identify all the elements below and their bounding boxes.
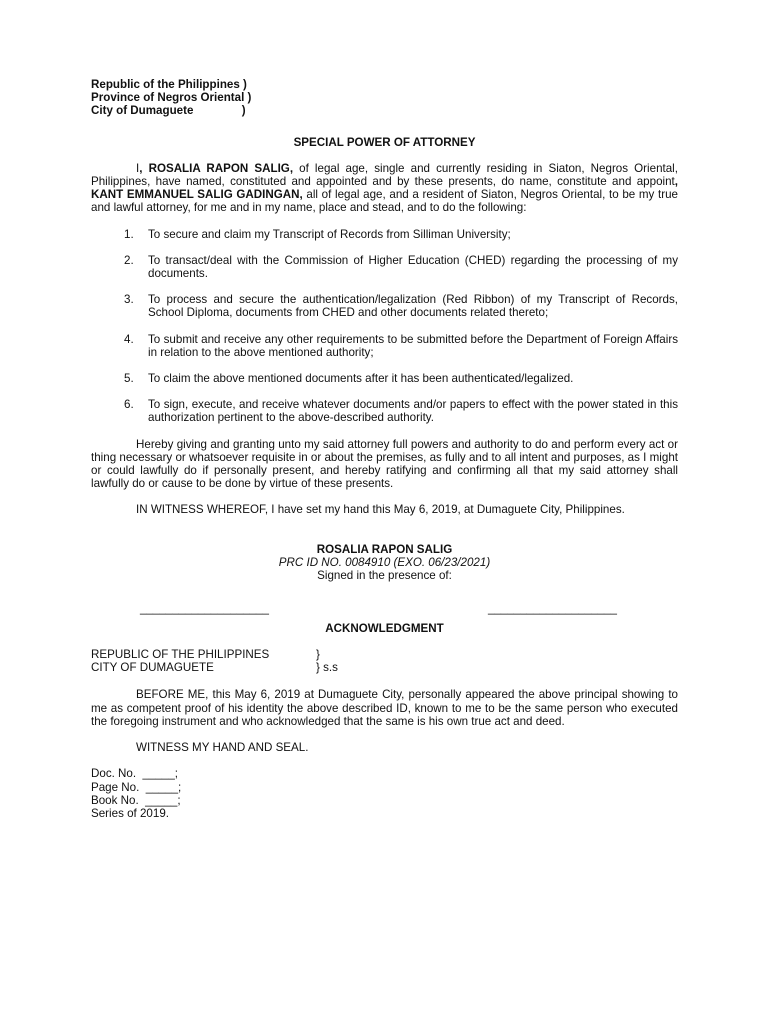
signatory-name: ROSALIA RAPON SALIG bbox=[316, 542, 453, 556]
power-item bbox=[91, 372, 678, 385]
witness-signature-lines bbox=[91, 602, 678, 622]
witness-line-right: ____________________ bbox=[488, 602, 617, 616]
power-item bbox=[91, 398, 678, 424]
venue-province: Province of Negros Oriental ) bbox=[91, 91, 252, 105]
power-number: 1. bbox=[124, 227, 134, 241]
before-me-paragraph: BEFORE ME, this May 6, 2019 at Dumaguete City, personally appeared the above principal showing to me as competent proof of his identity the above described ID, known to me to be the same person who executed the foregoing instrument and who acknowledged that the same is his own true act and deed. bbox=[91, 688, 678, 728]
intro-post: all of legal age, and a resident of Siaton, Negros Oriental, to be my true and lawful attorney, for me and in my name, place and stead, and to do the following: bbox=[91, 188, 678, 215]
intro-paragraph bbox=[91, 162, 678, 215]
document-page bbox=[91, 78, 678, 820]
intro-pre: I bbox=[136, 161, 140, 175]
signatory-prc-id: PRC ID NO. 0084910 (EXO. 06/23/2021) bbox=[278, 555, 491, 569]
principal-signature-block bbox=[91, 543, 678, 583]
venue-republic: Republic of the Philippines ) bbox=[91, 78, 247, 91]
acknowledgment-title: ACKNOWLEDGMENT bbox=[325, 622, 444, 636]
power-text: To sign, execute, and receive whatever documents and/or papers to effect with the power stated in this authorization pertinent to the above-described authority. bbox=[148, 398, 678, 425]
page-number: Page No. _____; bbox=[91, 780, 182, 794]
power-number: 4. bbox=[124, 332, 134, 346]
power-number: 3. bbox=[124, 293, 134, 307]
power-item bbox=[91, 293, 678, 319]
power-number: 5. bbox=[124, 372, 134, 386]
hereby-paragraph: Hereby giving and granting unto my said attorney full powers and authority to do and perform every act or thing necessary or whatsoever requisite in or about the premises, as fully and to all intent and purposes, as I might or could lawfully do if personally present, and hereby ratifying and confirming all that my said attorney shall lawfully do or cause to be done by virtue of these presents. bbox=[91, 437, 678, 491]
principal-name: , ROSALIA RAPON SALIG, bbox=[139, 161, 294, 175]
witness-hand-seal: WITNESS MY HAND AND SEAL. bbox=[136, 741, 309, 755]
power-item bbox=[91, 254, 678, 280]
ack-venue-republic: REPUBLIC OF THE PHILIPPINES bbox=[91, 648, 270, 662]
intro-mid: of legal age, single and currently residing in Siaton, Negros Oriental, Philippines, have named, constituted and appointed and by these presents, do name, constitute and appoint bbox=[91, 161, 678, 189]
ack-venue-city: CITY OF DUMAGUETE bbox=[91, 661, 214, 675]
power-item bbox=[91, 333, 678, 359]
power-text: To submit and receive any other requirements to be submitted before the Department of Foreign Affairs in relation to the above mentioned authority; bbox=[148, 332, 678, 359]
attorney-name: , KANT EMMANUEL SALIG GADINGAN, bbox=[91, 175, 678, 202]
series-year: Series of 2019. bbox=[91, 806, 169, 820]
witness-line-left: ____________________ bbox=[140, 602, 269, 616]
notarial-register bbox=[91, 767, 678, 820]
powers-list bbox=[91, 228, 678, 425]
acknowledgment-venue bbox=[91, 648, 678, 675]
power-text: To transact/deal with the Commission of Higher Education (CHED) regarding the processing of my documents. bbox=[148, 253, 678, 281]
in-witness-paragraph: IN WITNESS WHEREOF, I have set my hand this May 6, 2019, at Dumaguete City, Philippines. bbox=[136, 503, 625, 517]
power-item bbox=[91, 228, 678, 241]
venue-city: City of Dumaguete ) bbox=[91, 104, 246, 118]
power-text: To secure and claim my Transcript of Records from Silliman University; bbox=[148, 227, 511, 241]
power-number: 2. bbox=[124, 253, 134, 267]
ack-venue-mark-2: } s.s bbox=[316, 661, 338, 675]
ack-venue-mark-1: } bbox=[316, 648, 320, 662]
book-number: Book No. _____; bbox=[91, 793, 181, 807]
document-title: SPECIAL POWER OF ATTORNEY bbox=[293, 135, 476, 149]
doc-number: Doc. No. _____; bbox=[91, 767, 179, 781]
venue-block bbox=[91, 78, 678, 118]
power-number: 6. bbox=[124, 398, 134, 412]
power-text: To claim the above mentioned documents after it has been authenticated/legalized. bbox=[148, 372, 574, 386]
signed-in-presence-label: Signed in the presence of: bbox=[317, 569, 452, 583]
power-text: To process and secure the authentication/legalization (Red Ribbon) of my Transcript of Records, School Diploma, documents from CHED and other documents related thereto; bbox=[148, 293, 678, 320]
